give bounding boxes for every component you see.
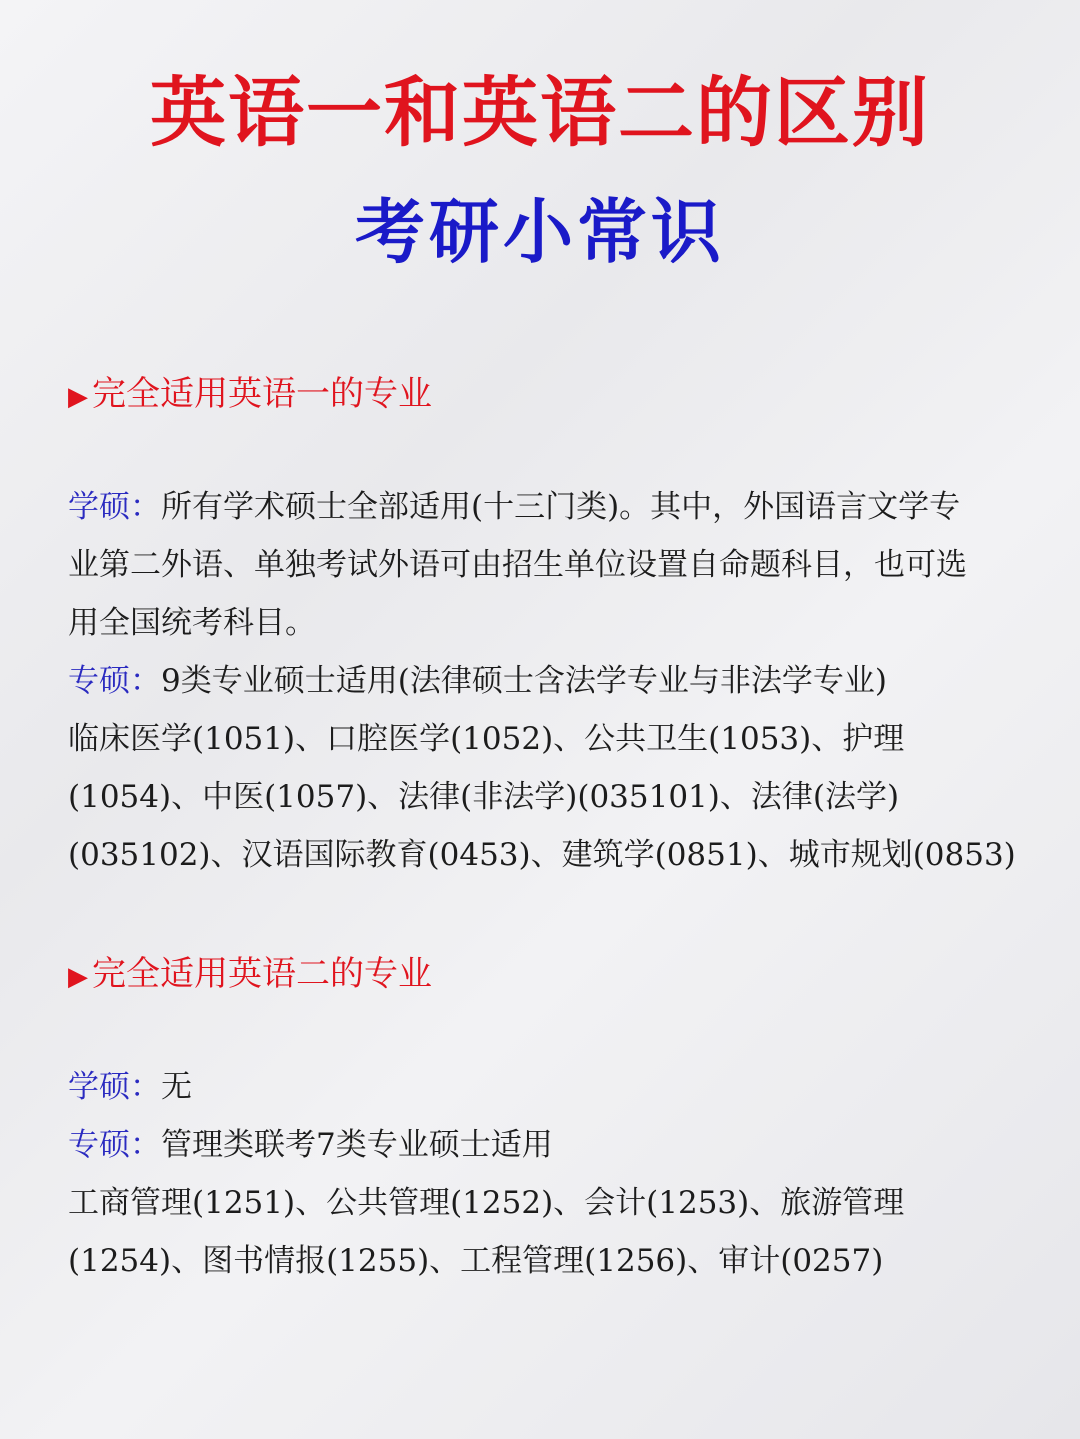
section-1-professional-line-2: (1054)、中医(1057)、法律(非法学)(035101)、法律(法学) <box>68 779 900 815</box>
section-1-professional-intro <box>68 652 1048 710</box>
section-1-academic-line-3: 用全国统考科目。 <box>68 605 316 641</box>
section-1-professional-line-3: (035102)、汉语国际教育(0453)、建筑学(0851)、城市规划(0853) <box>68 837 1016 873</box>
section-1-body <box>68 478 1048 884</box>
professional-label: 专硕： <box>68 663 161 699</box>
body-text: 9类专业硕士适用(法律硕士含法学专业与非法学专业) <box>161 663 887 699</box>
page-title: 英语一和英语二的区别 <box>150 68 930 157</box>
section-1-professional-line-1: 临床医学(1051)、口腔医学(1052)、公共卫生(1053)、护理 <box>68 721 905 757</box>
triangle-right-icon: ▶ <box>68 962 88 992</box>
section-2-professional-line-2: (1254)、图书情报(1255)、工程管理(1256)、审计(0257) <box>68 1243 884 1279</box>
section-1-academic-line-1 <box>68 478 1048 536</box>
body-text: 管理类联考7类专业硕士适用 <box>161 1127 553 1163</box>
section-1-heading-text: 完全适用英语一的专业 <box>92 374 432 414</box>
section-2-heading-text: 完全适用英语二的专业 <box>92 954 432 994</box>
triangle-right-icon: ▶ <box>68 382 88 412</box>
section-2-heading <box>68 946 432 995</box>
page-subtitle: 考研小常识 <box>355 190 725 273</box>
section-2-academic-line <box>68 1058 1048 1116</box>
section-1-academic-line-2: 业第二外语、单独考试外语可由招生单位设置自命题科目，也可选 <box>68 547 967 583</box>
professional-label: 专硕： <box>68 1127 161 1163</box>
section-1-heading <box>68 366 432 415</box>
section-2-body <box>68 1058 1048 1290</box>
academic-label: 学硕： <box>68 489 161 525</box>
body-text: 所有学术硕士全部适用(十三门类)。其中，外国语言文学专 <box>161 489 961 525</box>
academic-label: 学硕： <box>68 1069 161 1105</box>
section-2-professional-intro <box>68 1116 1048 1174</box>
body-text: 无 <box>161 1069 192 1105</box>
section-2-professional-line-1: 工商管理(1251)、公共管理(1252)、会计(1253)、旅游管理 <box>68 1185 905 1221</box>
